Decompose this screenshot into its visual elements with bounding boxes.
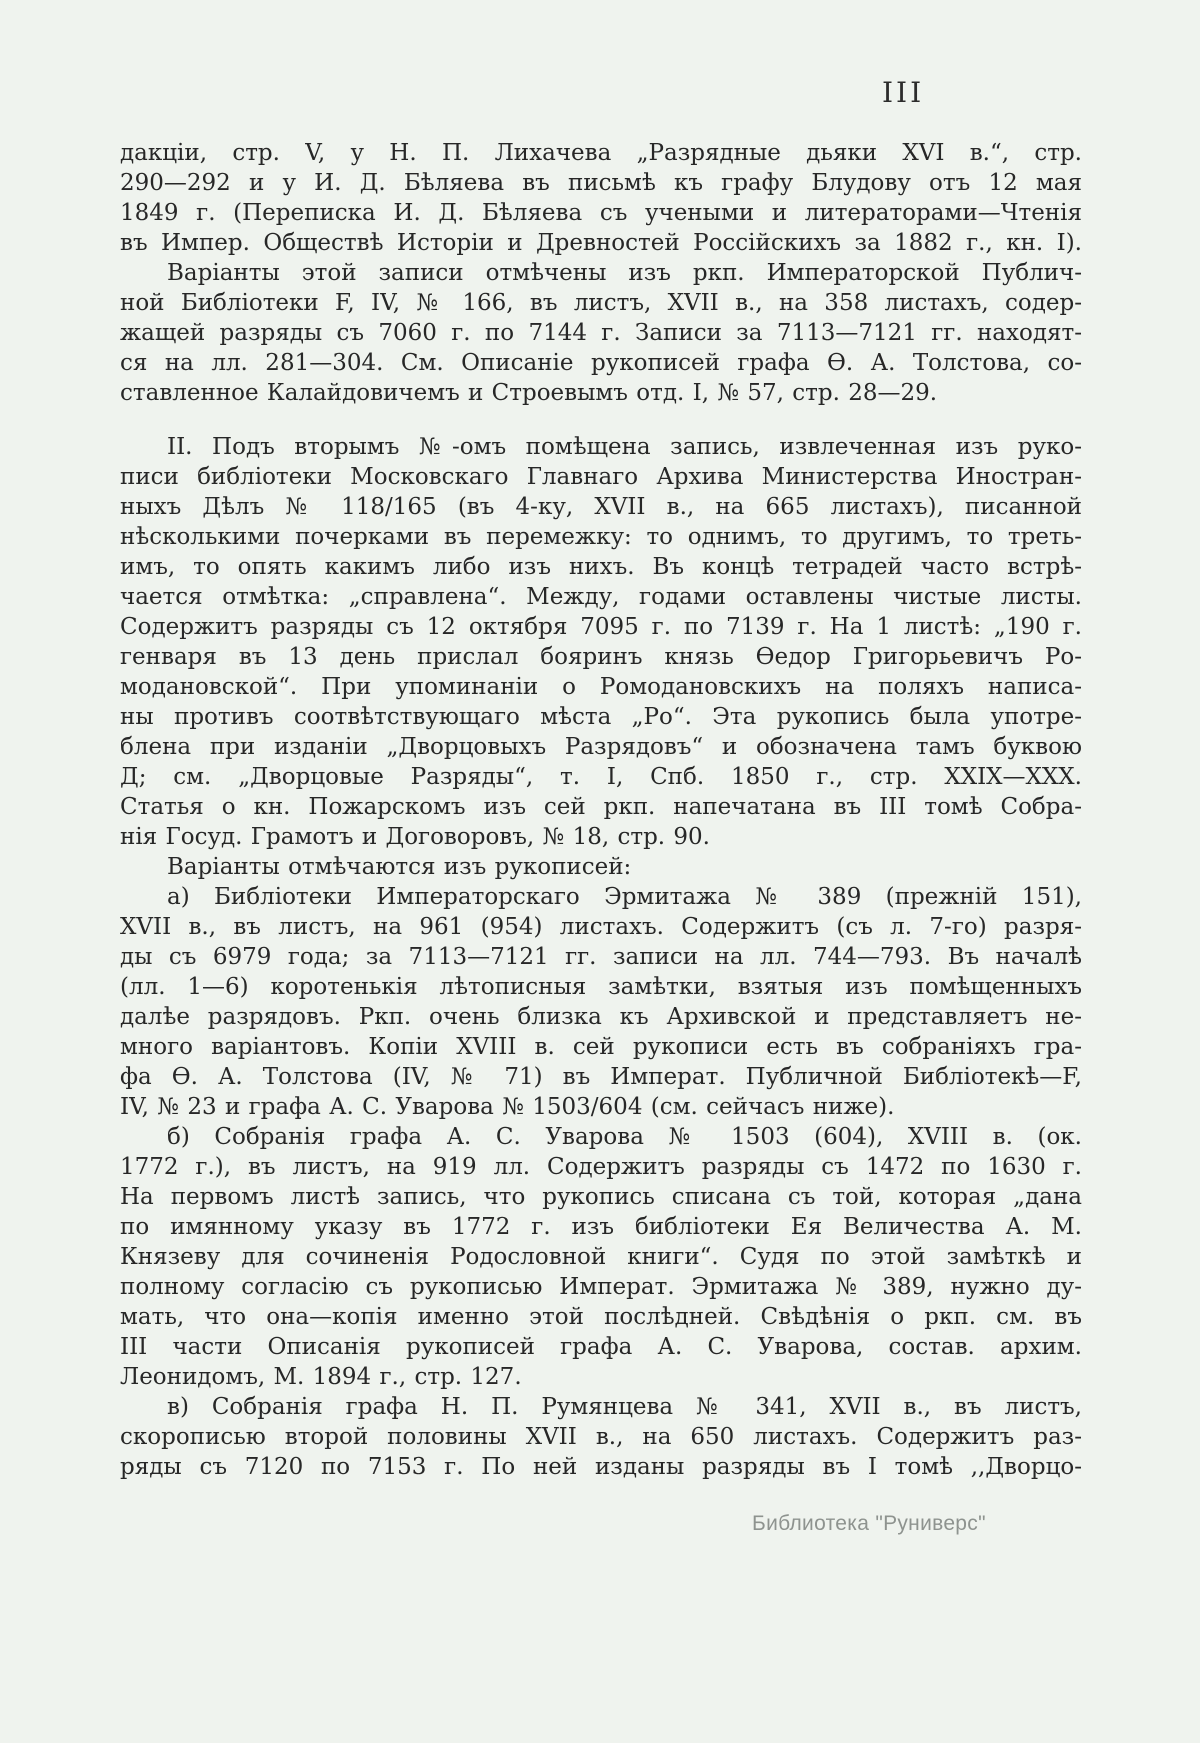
text-line: Статья о кн. Пожарскомъ изъ сей ркп. напечатана въ III томѣ Собра- xyxy=(120,794,1082,820)
text-line: Содержитъ разряды съ 12 октября 7095 г. по 7139 г. На 1 листѣ: „190 г. xyxy=(120,614,1082,640)
text-line: На первомъ листѣ запись, что рукопись списана съ той, которая „дана xyxy=(120,1184,1082,1210)
text-line: IV, № 23 и графа А. С. Уварова № 1503/604 (см. сейчасъ ниже). xyxy=(120,1094,895,1120)
text-line: скорописью второй половины XVII в., на 650 листахъ. Содержитъ раз- xyxy=(120,1424,1082,1450)
text-line: въ Импер. Обществѣ Исторіи и Древностей Россійскихъ за 1882 г., кн. I). xyxy=(120,230,1082,256)
text-line: писи библіотеки Московскаго Главнаго Архива Министерства Иностран- xyxy=(120,464,1082,490)
text-line: в) Собранія графа Н. П. Румянцева № 341, XVII в., въ листъ, xyxy=(167,1394,1082,1420)
text-line: а) Библіотеки Императорскаго Эрмитажа № 389 (прежній 151), xyxy=(167,884,1082,910)
library-watermark: Библиотека "Руниверс" xyxy=(752,1512,986,1535)
paragraph xyxy=(120,258,1082,408)
text-line: Варіанты этой записи отмѣчены изъ ркп. Императорской Публич- xyxy=(167,260,1082,286)
paragraph xyxy=(120,138,1082,258)
text-line: II. Подъ вторымъ №-омъ помѣщена запись, извлеченная изъ руко- xyxy=(167,434,1082,460)
text-line: модановской“. При упоминаніи о Ромодановскихъ на поляхъ написа- xyxy=(120,674,1082,700)
text-line: ряды съ 7120 по 7153 г. По ней изданы разряды въ I томѣ ,,Дворцо- xyxy=(120,1454,1082,1480)
text-line: полному согласію съ рукописью Императ. Эрмитажа № 389, нужно ду- xyxy=(120,1274,1082,1300)
page-number: III xyxy=(882,76,925,109)
text-line: 1849 г. (Переписка И. Д. Бѣляева съ учеными и литераторами—Чтенія xyxy=(120,200,1082,226)
text-line: нѣсколькими почерками въ перемежку: то однимъ, то другимъ, то треть- xyxy=(120,524,1082,550)
text-line: XVII в., въ листъ, на 961 (954) листахъ. Содержитъ (съ л. 7-го) разря- xyxy=(120,914,1082,940)
text-line: блена при изданіи „Дворцовыхъ Разрядовъ“ и обозначена тамъ буквою xyxy=(120,734,1082,760)
text-line: ся на лл. 281—304. См. Описаніе рукописей графа Ѳ. А. Толстова, со- xyxy=(120,350,1082,376)
text-line: ды съ 6979 года; за 7113—7121 гг. записи на лл. 744—793. Въ началѣ xyxy=(120,944,1082,970)
text-line: дакціи, стр. V, у Н. П. Лихачева „Разрядные дьяки XVI в.“, стр. xyxy=(120,140,1082,166)
text-line: ставленное Калайдовичемъ и Строевымъ отд. I, № 57, стр. 28—29. xyxy=(120,380,938,406)
text-block xyxy=(120,138,1082,1482)
paragraph xyxy=(120,1122,1082,1392)
paragraph xyxy=(120,432,1082,852)
text-line: ны противъ соотвѣтствующаго мѣста „Ро“. Эта рукопись была употре- xyxy=(120,704,1082,730)
text-line: имъ, то опять какимъ либо изъ нихъ. Въ концѣ тетрадей часто встрѣ- xyxy=(120,554,1082,580)
text-line: Д; см. „Дворцовые Разряды“, т. I, Спб. 1850 г., стр. XXIX—XXX. xyxy=(120,764,1082,790)
text-line: 1772 г.), въ листъ, на 919 лл. Содержитъ разряды съ 1472 по 1630 г. xyxy=(120,1154,1082,1180)
paragraph xyxy=(120,852,1082,882)
text-line: б) Собранія графа А. С. Уварова № 1503 (604), XVIII в. (ок. xyxy=(167,1124,1082,1150)
text-line: мать, что она—копія именно этой послѣдней. Свѣдѣнія о ркп. см. въ xyxy=(120,1304,1082,1330)
paragraph xyxy=(120,1392,1082,1482)
text-line: по имянному указу въ 1772 г. изъ библіотеки Ея Величества А. М. xyxy=(120,1214,1082,1240)
text-line: много варіантовъ. Копіи XVIII в. сей рукописи есть въ собраніяхъ гра- xyxy=(120,1034,1082,1060)
text-line: (лл. 1—6) коротенькія лѣтописныя замѣтки, взятыя изъ помѣщенныхъ xyxy=(120,974,1082,1000)
text-line: генваря въ 13 день прислал бояринъ князь Ѳедор Григорьевичъ Ро- xyxy=(120,644,1082,670)
text-line: нія Госуд. Грамотъ и Договоровъ, № 18, стр. 90. xyxy=(120,824,710,850)
text-line: далѣе разрядовъ. Ркп. очень близка къ Архивской и представляетъ не- xyxy=(120,1004,1082,1030)
text-line: III части Описанія рукописей графа А. С. Уварова, состав. архим. xyxy=(120,1334,1082,1360)
text-line: Леонидомъ, М. 1894 г., стр. 127. xyxy=(120,1364,522,1390)
text-line: Князеву для сочиненія Родословной книги“. Судя по этой замѣткѣ и xyxy=(120,1244,1082,1270)
text-line: жащей разряды съ 7060 г. по 7144 г. Записи за 7113—7121 гг. находят- xyxy=(120,320,1082,346)
text-line: фа Ѳ. А. Толстова (IV, № 71) въ Императ. Публичной Библіотекѣ—F, xyxy=(120,1064,1082,1090)
text-line: ныхъ Дѣлъ № 118/165 (въ 4-ку, XVII в., на 665 листахъ), писанной xyxy=(120,494,1082,520)
text-line: ной Библіотеки F, IV, № 166, въ листъ, XVII в., на 358 листахъ, содер- xyxy=(120,290,1082,316)
text-line: 290—292 и у И. Д. Бѣляева въ письмѣ къ графу Блудову отъ 12 мая xyxy=(120,170,1082,196)
text-line: Варіанты отмѣчаются изъ рукописей: xyxy=(167,854,632,880)
paragraph xyxy=(120,882,1082,1122)
text-line: чается отмѣтка: „справлена“. Между, годами оставлены чистые листы. xyxy=(120,584,1082,610)
